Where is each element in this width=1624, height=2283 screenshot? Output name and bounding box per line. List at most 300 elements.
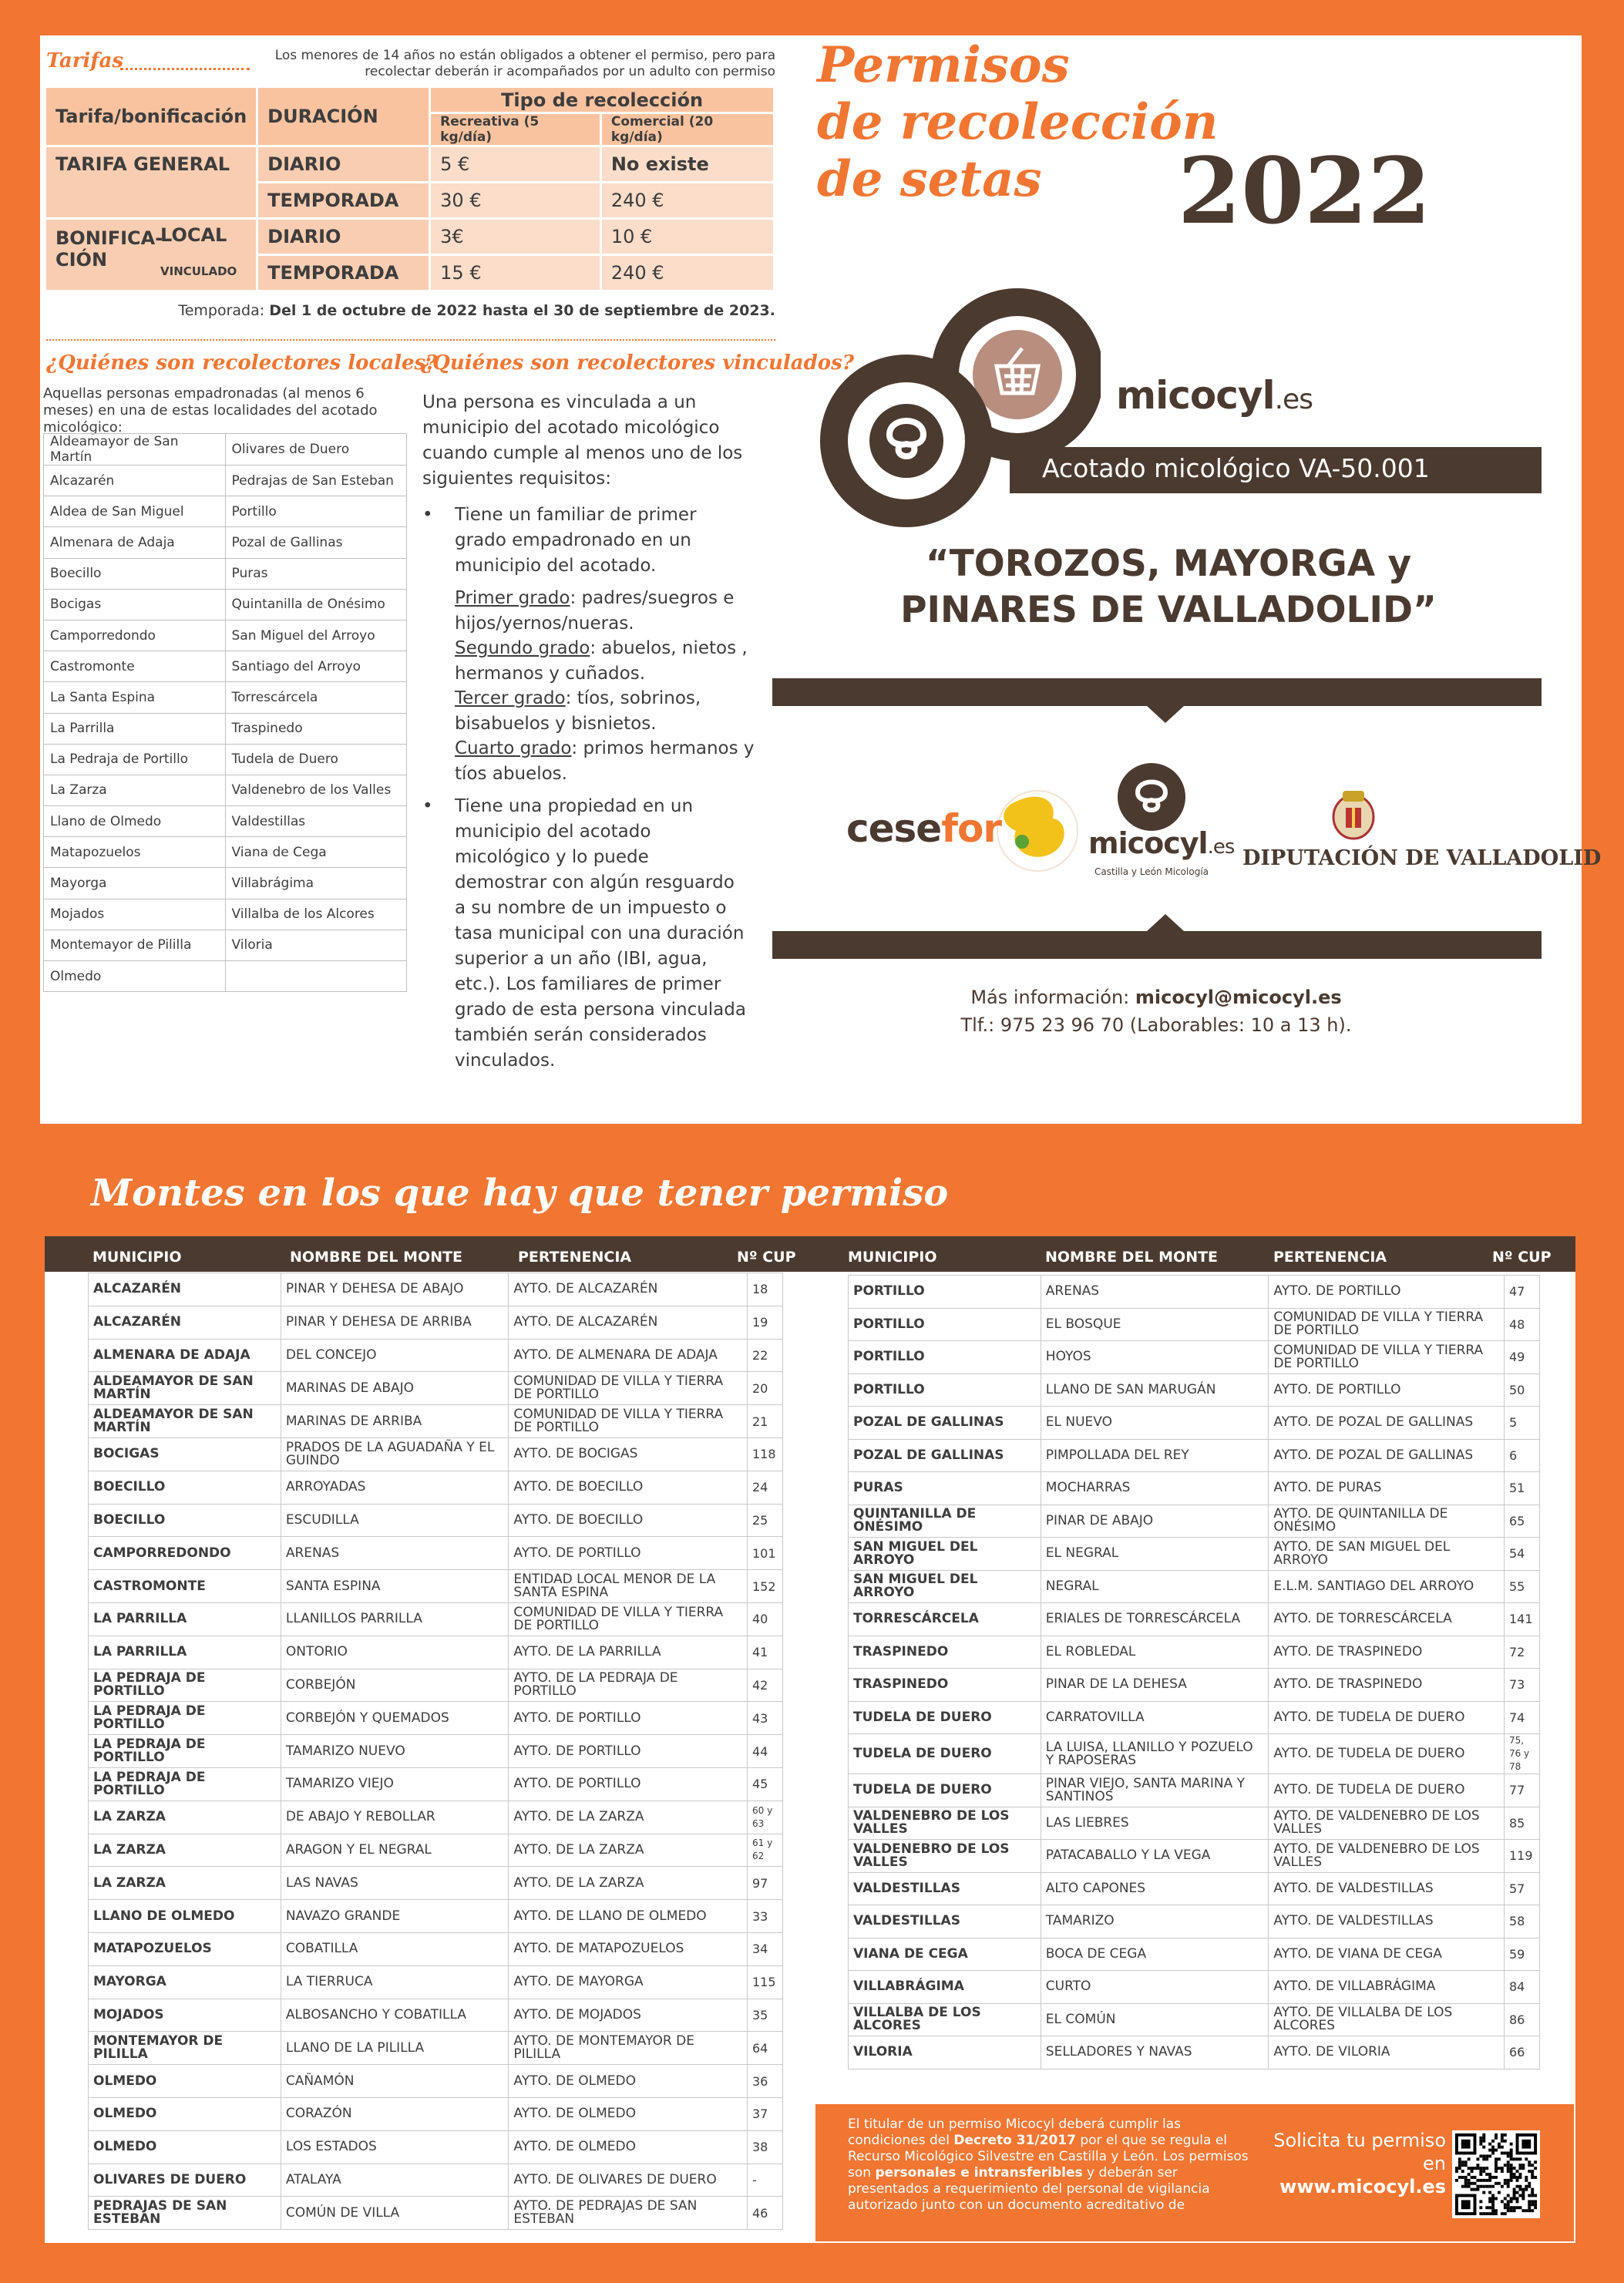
- grado-2: Segundo grado: abuelos, nietos , hermanos y cuñados.: [455, 638, 748, 684]
- monte-cell: CURTO: [1041, 1971, 1269, 2004]
- cup-cell: 22: [747, 1339, 782, 1372]
- monte-cell: ARENAS: [1041, 1276, 1269, 1309]
- table-row: [89, 1932, 783, 1965]
- locales-intro: Aquellas personas empadronadas (al menos 6 meses) en una de estas localidades del acotado micológico:: [43, 385, 378, 435]
- solicita-text: Solicita tu permiso en: [1273, 2130, 1446, 2174]
- cup-cell: 97: [747, 1867, 782, 1900]
- municipio-cell: PORTILLO: [849, 1276, 1041, 1309]
- table-row: [849, 1669, 1540, 1702]
- col-monte-right: NOMBRE DEL MONTE: [1045, 1249, 1219, 1266]
- locality-cell: Camporredondo: [44, 620, 226, 651]
- monte-cell: MARINAS DE ABAJO: [281, 1372, 509, 1405]
- monte-cell: EL NUEVO: [1041, 1407, 1269, 1440]
- municipio-cell: QUINTANILLA DE ONÉSIMO: [849, 1505, 1041, 1538]
- monte-cell: PINAR VIEJO, SANTA MARINA Y SANTINOS: [1041, 1774, 1269, 1807]
- locality-cell: Pozal de Gallinas: [225, 527, 407, 558]
- municipio-cell: OLMEDO: [89, 2097, 281, 2130]
- montes-title: Montes en los que hay que tener permiso: [91, 1172, 949, 1215]
- cup-cell: 42: [747, 1669, 782, 1702]
- table-row: [89, 1999, 783, 2032]
- phone-number: Tlf.: 975 23 96 70 (Laborables: 10 a 13 h).: [960, 1014, 1352, 1036]
- local-com: 10 €: [602, 220, 775, 256]
- cup-cell: 101: [747, 1537, 782, 1570]
- table-row: [849, 1938, 1540, 1971]
- locality-cell: Castromonte: [44, 651, 226, 682]
- monte-cell: COBATILLA: [281, 1932, 509, 1965]
- monte-cell: LAS LIEBRES: [1041, 1807, 1269, 1840]
- cup-cell: 36: [747, 2065, 782, 2098]
- monte-cell: MOCHARRAS: [1041, 1472, 1269, 1505]
- table-row: [44, 466, 407, 496]
- pertenencia-cell: AYTO. DE LA PEDRAJA DE PORTILLO: [509, 1669, 748, 1702]
- municipio-cell: VIANA DE CEGA: [849, 1938, 1041, 1971]
- tarifas-dots: [120, 68, 250, 70]
- municipio-cell: PORTILLO: [849, 1373, 1041, 1407]
- header-tipo: Tipo de recolección: [431, 88, 775, 114]
- monte-cell: DE ABAJO Y REBOLLAR: [281, 1801, 509, 1834]
- cup-cell: 66: [1504, 2036, 1539, 2069]
- table-row: [89, 1669, 783, 1702]
- table-row: [849, 1971, 1540, 2004]
- cesefor-leaf-icon: [997, 791, 1078, 871]
- tariff-table: [46, 88, 775, 292]
- table-row: [44, 713, 407, 744]
- monte-cell: HOYOS: [1041, 1341, 1269, 1374]
- cup-cell: 19: [747, 1306, 782, 1339]
- table-row: [44, 930, 407, 960]
- municipio-cell: LA ZARZA: [89, 1834, 281, 1867]
- local-diario: DIARIO: [258, 220, 431, 256]
- pertenencia-cell: AYTO. DE POZAL DE GALLINAS: [1269, 1407, 1505, 1440]
- table-row: [89, 1801, 783, 1834]
- temporada-value: Del 1 de octubre de 2022 hasta el 30 de septiembre de 2023.: [269, 302, 775, 319]
- locality-cell: Viana de Cega: [225, 837, 407, 868]
- micocyl-small-brand: micocyl.es: [1088, 826, 1235, 860]
- municipio-cell: PORTILLO: [849, 1341, 1041, 1374]
- monte-cell: LLANILLOS PARRILLA: [281, 1602, 509, 1636]
- table-row: [89, 1339, 783, 1372]
- monte-cell: ERIALES DE TORRESCÁRCELA: [1041, 1603, 1269, 1636]
- locality-cell: Tudela de Duero: [225, 744, 407, 775]
- municipio-cell: TUDELA DE DUERO: [849, 1774, 1041, 1807]
- cup-cell: 58: [1504, 1905, 1539, 1938]
- locality-cell: Boecillo: [44, 558, 226, 589]
- locality-cell: Viloria: [225, 930, 407, 960]
- monte-cell: ARAGON Y EL NEGRAL: [281, 1834, 509, 1867]
- cup-cell: 48: [1504, 1308, 1539, 1341]
- municipio-cell: BOECILLO: [89, 1471, 281, 1504]
- municipio-cell: TUDELA DE DUERO: [849, 1701, 1041, 1734]
- table-row: [849, 1472, 1540, 1505]
- cup-cell: 20: [747, 1372, 782, 1405]
- table-row: [89, 1372, 783, 1405]
- monte-cell: NAVAZO GRANDE: [281, 1900, 509, 1933]
- pertenencia-cell: COMUNIDAD DE VILLA Y TIERRA DE PORTILLO: [509, 1602, 748, 1636]
- monte-cell: LA LUISA, LLANILLO Y POZUELO Y RAPOSERAS: [1041, 1734, 1269, 1774]
- table-row: [849, 1636, 1540, 1669]
- municipio-cell: VALDESTILLAS: [849, 1905, 1041, 1938]
- table-row: [89, 1306, 783, 1339]
- cup-cell: 115: [747, 1965, 782, 1999]
- pertenencia-cell: AYTO. DE MATAPOZUELOS: [509, 1932, 748, 1965]
- locality-cell: Traspinedo: [225, 713, 407, 744]
- municipio-cell: LA ZARZA: [89, 1801, 281, 1834]
- locality-cell: Santiago del Arroyo: [225, 651, 407, 682]
- vinculados-bullet-1: • Tiene un familiar de primer grado empadronado en un municipio del acotado.: [422, 503, 746, 579]
- municipio-cell: LA PARRILLA: [89, 1636, 281, 1669]
- municipio-cell: BOCIGAS: [89, 1437, 281, 1471]
- pertenencia-cell: E.L.M. SANTIAGO DEL ARROYO: [1269, 1570, 1505, 1603]
- table-row: [849, 1905, 1540, 1938]
- pertenencia-cell: AYTO. DE PEDRAJAS DE SAN ESTEBAN: [509, 2197, 748, 2230]
- table-row: [44, 558, 407, 589]
- municipio-cell: VALDESTILLAS: [849, 1872, 1041, 1905]
- bonificacion-label: BONIFICA-CIÓN: [55, 227, 163, 271]
- micocyl-small-sub: Castilla y León Micología: [1094, 866, 1209, 877]
- table-row: [89, 1965, 783, 1999]
- municipio-cell: MONTEMAYOR DE PILILLA: [89, 2032, 281, 2065]
- table-row: [849, 1774, 1540, 1807]
- cup-cell: 119: [1504, 1840, 1539, 1873]
- table-row: [849, 1373, 1540, 1407]
- cup-cell: 141: [1504, 1603, 1539, 1636]
- table-row: [89, 1405, 783, 1438]
- municipio-cell: SAN MIGUEL DEL ARROYO: [849, 1538, 1041, 1571]
- qr-code-icon[interactable]: [1452, 2130, 1540, 2218]
- municipio-cell: LLANO DE OLMEDO: [89, 1900, 281, 1933]
- table-row: [89, 1437, 783, 1471]
- table-row: [849, 1341, 1540, 1374]
- table-row: [44, 589, 407, 620]
- municipio-cell: ALDEAMAYOR DE SAN MARTÍN: [89, 1372, 281, 1405]
- table-row: [89, 2197, 783, 2230]
- table-row: [89, 2065, 783, 2098]
- cup-cell: 65: [1504, 1505, 1539, 1538]
- table-row: [44, 434, 407, 466]
- cup-cell: 51: [1504, 1472, 1539, 1505]
- municipio-cell: MAYORGA: [89, 1965, 281, 1999]
- grado-4: Cuarto grado: primos hermanos y tíos abuelos.: [455, 738, 755, 784]
- grado-1: Primer grado: padres/suegros e hijos/yernos/nueras.: [455, 588, 735, 634]
- pertenencia-cell: AYTO. DE VILLALBA DE LOS ALCORES: [1269, 2003, 1505, 2036]
- tarifas-title: Tarifas: [46, 49, 123, 72]
- vinc-rec: 15 €: [431, 256, 602, 292]
- table-row: [89, 1702, 783, 1735]
- vinculado-label: VINCULADO: [160, 264, 237, 278]
- pertenencia-cell: AYTO. DE BOCIGAS: [509, 1437, 748, 1471]
- monte-cell: PINAR Y DEHESA DE ABAJO: [281, 1273, 509, 1306]
- pertenencia-cell: AYTO. DE PORTILLO: [509, 1537, 748, 1570]
- contact-info: [817, 983, 1495, 1039]
- local-rec: 3€: [431, 220, 602, 256]
- monte-cell: PINAR DE ABAJO: [1041, 1505, 1269, 1538]
- municipio-cell: TRASPINEDO: [849, 1669, 1041, 1702]
- header-tarifa: Tarifa/bonificación: [46, 88, 258, 147]
- municipio-cell: LA PEDRAJA DE PORTILLO: [89, 1669, 281, 1702]
- header-comercial: Comercial (20 kg/día): [602, 114, 775, 147]
- table-row: [849, 1308, 1540, 1341]
- divider-arrow: [1147, 706, 1184, 723]
- pertenencia-cell: AYTO. DE SAN MIGUEL DEL ARROYO: [1269, 1538, 1505, 1571]
- pertenencia-cell: AYTO. DE LA ZARZA: [509, 1834, 748, 1867]
- table-row: [89, 1602, 783, 1636]
- monte-cell: SELLADORES Y NAVAS: [1041, 2036, 1269, 2069]
- table-row: [44, 868, 407, 899]
- monte-cell: COMÚN DE VILLA: [281, 2197, 509, 2230]
- monte-cell: CORAZÓN: [281, 2097, 509, 2130]
- pertenencia-cell: COMUNIDAD DE VILLA Y TIERRA DE PORTILLO: [1269, 1308, 1505, 1341]
- locality-cell: Villalba de los Alcores: [225, 899, 407, 930]
- pertenencia-cell: AYTO. DE VIANA DE CEGA: [1269, 1938, 1505, 1971]
- municipio-cell: TORRESCÁRCELA: [849, 1603, 1041, 1636]
- table-row: [44, 837, 407, 868]
- locality-cell: San Miguel del Arroyo: [225, 620, 407, 651]
- pertenencia-cell: AYTO. DE OLMEDO: [509, 2097, 748, 2130]
- municipio-cell: MATAPOZUELOS: [89, 1932, 281, 1965]
- temporada-label: Temporada:: [178, 302, 265, 319]
- municipio-cell: VALDENEBRO DE LOS VALLES: [849, 1840, 1041, 1873]
- municipio-cell: OLMEDO: [89, 2065, 281, 2098]
- cup-cell: 85: [1504, 1807, 1539, 1840]
- pertenencia-cell: AYTO. DE PORTILLO: [509, 1702, 748, 1735]
- table-row: [89, 1570, 783, 1603]
- cup-cell: 21: [747, 1405, 782, 1438]
- pertenencia-cell: AYTO. DE VALDESTILLAS: [1269, 1905, 1505, 1938]
- acotado-text: Acotado micológico VA-50.001: [1042, 453, 1430, 483]
- pertenencia-cell: AYTO. DE OLMEDO: [509, 2065, 748, 2098]
- table-row: [89, 1636, 783, 1669]
- cup-cell: 34: [747, 1932, 782, 1965]
- table-row: [89, 1867, 783, 1900]
- table-row: [44, 682, 407, 713]
- table-row: [89, 1767, 783, 1801]
- cup-cell: 59: [1504, 1938, 1539, 1971]
- table-row: [89, 2164, 783, 2197]
- locality-cell: Mojados: [44, 899, 226, 930]
- website-link[interactable]: www.micocyl.es: [1279, 2176, 1446, 2197]
- decreto-text: El titular de un permiso Micocyl deberá cumplir las condiciones del Decreto 31/2017 por el que se regula el Recurso Micológico Silvestre en Castilla y León. Los permisos son personales e intransferibles y deberán ser presentados a requerimiento del personal de vigilancia autorizado junto con un documento acreditativo de: [848, 2117, 1249, 2213]
- cup-cell: 47: [1504, 1276, 1539, 1309]
- vinculados-bullet-2: • Tiene una propiedad en un municipio del acotado micológico y lo puede demostrar con algún resguardo a su nombre de un impuesto o tasa municipal con una duración superior a un año (IBI, agua, etc.). Los familiares de primer grado de esta persona vinculada también serán considerados vinculados.: [422, 794, 746, 1074]
- general-temporada-rec: 30 €: [431, 183, 602, 220]
- cup-cell: 41: [747, 1636, 782, 1669]
- pertenencia-cell: AYTO. DE MOJADOS: [509, 1999, 748, 2032]
- pertenencia-cell: AYTO. DE BOECILLO: [509, 1471, 748, 1504]
- locality-cell: Aldeamayor de San Martín: [44, 434, 226, 466]
- table-row: [44, 775, 407, 805]
- monte-cell: ARROYADAS: [281, 1471, 509, 1504]
- table-row: [89, 1273, 783, 1306]
- monte-cell: PINAR DE LA DEHESA: [1041, 1669, 1269, 1702]
- municipio-cell: LA ZARZA: [89, 1867, 281, 1900]
- municipio-cell: BOECILLO: [89, 1504, 281, 1537]
- cup-cell: 72: [1504, 1636, 1539, 1669]
- table-row: [849, 1439, 1540, 1472]
- monte-cell: CORBEJÓN: [281, 1669, 509, 1702]
- table-row: [44, 899, 407, 930]
- pertenencia-cell: AYTO. DE LA ZARZA: [509, 1801, 748, 1834]
- monte-cell: LLANO DE LA PILILLA: [281, 2032, 509, 2065]
- monte-cell: EL COMÚN: [1041, 2003, 1269, 2036]
- municipio-cell: ALCAZARÉN: [89, 1306, 281, 1339]
- montes-table-right: [848, 1275, 1540, 2069]
- pertenencia-cell: AYTO. DE OLMEDO: [509, 2130, 748, 2164]
- pertenencia-cell: AYTO. DE LLANO DE OLMEDO: [509, 1900, 748, 1933]
- monte-cell: LLANO DE SAN MARUGÁN: [1041, 1373, 1269, 1407]
- email-link[interactable]: micocyl@micocyl.es: [1135, 987, 1342, 1008]
- grados-list: [455, 586, 763, 786]
- monte-cell: EL ROBLEDAL: [1041, 1636, 1269, 1669]
- cup-cell: 84: [1504, 1971, 1539, 2004]
- cup-cell: 45: [747, 1767, 782, 1801]
- cup-cell: 25: [747, 1504, 782, 1537]
- monte-cell: ATALAYA: [281, 2164, 509, 2197]
- monte-cell: PINAR Y DEHESA DE ARRIBA: [281, 1306, 509, 1339]
- locality-cell: La Santa Espina: [44, 682, 226, 713]
- locality-cell: Llano de Olmedo: [44, 806, 226, 837]
- monte-cell: TAMARIZO NUEVO: [281, 1735, 509, 1768]
- municipio-cell: POZAL DE GALLINAS: [849, 1407, 1041, 1440]
- locality-cell: Valdenebro de los Valles: [225, 775, 407, 805]
- pertenencia-cell: AYTO. DE QUINTANILLA DE ONÉSIMO: [1269, 1505, 1505, 1538]
- municipio-cell: SAN MIGUEL DEL ARROYO: [849, 1570, 1041, 1603]
- monte-cell: ONTORIO: [281, 1636, 509, 1669]
- municipio-cell: PURAS: [849, 1472, 1041, 1505]
- divider-band: [772, 678, 1542, 706]
- general-diario-com: No existe: [602, 147, 775, 183]
- cup-cell: 40: [747, 1602, 782, 1636]
- municipio-cell: LA PEDRAJA DE PORTILLO: [89, 1767, 281, 1801]
- pertenencia-cell: AYTO. DE ALCAZARÉN: [509, 1306, 748, 1339]
- monte-cell: TAMARIZO VIEJO: [281, 1767, 509, 1801]
- locality-cell: Almenara de Adaja: [44, 527, 226, 558]
- pertenencia-cell: AYTO. DE ALMENARA DE ADAJA: [509, 1339, 748, 1372]
- brand-name: micocyl.es: [1116, 373, 1313, 418]
- table-row: [849, 1276, 1540, 1309]
- table-row: [849, 2036, 1540, 2069]
- municipio-cell: ALMENARA DE ADAJA: [89, 1339, 281, 1372]
- municipio-cell: LA PARRILLA: [89, 1602, 281, 1636]
- municipio-cell: LA PEDRAJA DE PORTILLO: [89, 1702, 281, 1735]
- title-line-3: de setas: [817, 150, 1042, 208]
- locality-cell: Aldea de San Miguel: [44, 496, 226, 527]
- permisos-title: [817, 37, 1218, 208]
- locality-cell: Puras: [225, 558, 407, 589]
- diputacion-crest-icon: [1329, 788, 1378, 842]
- municipio-cell: TRASPINEDO: [849, 1636, 1041, 1669]
- place-line-1: “TOROZOS, MAYORGA y: [925, 543, 1412, 585]
- pertenencia-cell: AYTO. DE VILORIA: [1269, 2036, 1505, 2069]
- table-row: [89, 2032, 783, 2065]
- monte-cell: PATACABALLO Y LA VEGA: [1041, 1840, 1269, 1873]
- cup-cell: 57: [1504, 1872, 1539, 1905]
- pertenencia-cell: AYTO. DE MONTEMAYOR DE PILILLA: [509, 2032, 748, 2065]
- pertenencia-cell: AYTO. DE PORTILLO: [1269, 1276, 1505, 1309]
- table-row: [44, 961, 407, 992]
- pertenencia-cell: AYTO. DE PORTILLO: [509, 1767, 748, 1801]
- locality-cell: [225, 961, 407, 992]
- pertenencia-cell: AYTO. DE LA PARRILLA: [509, 1636, 748, 1669]
- pertenencia-cell: COMUNIDAD DE VILLA Y TIERRA DE PORTILLO: [1269, 1341, 1505, 1374]
- table-row: [89, 1834, 783, 1867]
- pertenencia-cell: COMUNIDAD DE VILLA Y TIERRA DE PORTILLO: [509, 1405, 748, 1438]
- cup-cell: 55: [1504, 1570, 1539, 1603]
- monte-cell: PRADOS DE LA AGUADAÑA Y EL GUINDO: [281, 1437, 509, 1471]
- cup-cell: 49: [1504, 1341, 1539, 1374]
- locality-cell: Olmedo: [44, 961, 226, 992]
- monte-cell: ESCUDILLA: [281, 1504, 509, 1537]
- monte-cell: EL BOSQUE: [1041, 1308, 1269, 1341]
- locality-cell: La Parrilla: [44, 713, 226, 744]
- table-row: [849, 1505, 1540, 1538]
- cup-cell: 86: [1504, 2003, 1539, 2036]
- table-row: [849, 1570, 1540, 1603]
- municipio-cell: LA PEDRAJA DE PORTILLO: [89, 1735, 281, 1768]
- locality-cell: Alcazarén: [44, 466, 226, 496]
- municipio-cell: PORTILLO: [849, 1308, 1041, 1341]
- table-row: [44, 744, 407, 775]
- monte-cell: TAMARIZO: [1041, 1905, 1269, 1938]
- municipio-cell: VILORIA: [849, 2036, 1041, 2069]
- divider-band: [772, 931, 1542, 959]
- general-temporada-com: 240 €: [602, 183, 775, 220]
- locales-table: [43, 433, 407, 992]
- locality-cell: Mayorga: [44, 868, 226, 899]
- locality-cell: Matapozuelos: [44, 837, 226, 868]
- pertenencia-cell: AYTO. DE TUDELA DE DUERO: [1269, 1774, 1505, 1807]
- cup-cell: 50: [1504, 1373, 1539, 1407]
- municipio-cell: VALDENEBRO DE LOS VALLES: [849, 1807, 1041, 1840]
- col-pertenencia-left: PERTENENCIA: [518, 1249, 632, 1266]
- municipio-cell: PEDRAJAS DE SAN ESTEBAN: [89, 2197, 281, 2230]
- pertenencia-cell: AYTO. DE BOECILLO: [509, 1504, 748, 1537]
- monte-cell: DEL CONCEJO: [281, 1339, 509, 1372]
- table-row: [849, 1701, 1540, 1734]
- cup-cell: 60 y 63: [747, 1801, 782, 1834]
- table-row: [849, 2003, 1540, 2036]
- locality-cell: La Pedraja de Portillo: [44, 744, 226, 775]
- monte-cell: SANTA ESPINA: [281, 1570, 509, 1603]
- monte-cell: LOS ESTADOS: [281, 2130, 509, 2164]
- table-row: [89, 1735, 783, 1768]
- cup-cell: -: [747, 2164, 782, 2197]
- cup-cell: 37: [747, 2097, 782, 2130]
- municipio-cell: VILLALBA DE LOS ALCORES: [849, 2003, 1041, 2036]
- monte-cell: LA TIERRUCA: [281, 1965, 509, 1999]
- table-row: [849, 1407, 1540, 1440]
- table-row: [89, 1471, 783, 1504]
- cup-cell: 64: [747, 2032, 782, 2065]
- municipio-cell: ALCAZARÉN: [89, 1273, 281, 1306]
- monte-cell: ALTO CAPONES: [1041, 1872, 1269, 1905]
- municipio-cell: VILLABRÁGIMA: [849, 1971, 1041, 2004]
- solicita-block: [1249, 2129, 1446, 2198]
- grado-3: Tercer grado: tíos, sobrinos, bisabuelos y bisnietos.: [455, 688, 701, 734]
- vinculados-intro: Una persona es vinculada a un municipio del acotado micológico cuando cumple al menos uno de los siguientes requisitos:: [422, 392, 743, 489]
- cup-cell: 38: [747, 2130, 782, 2164]
- municipio-cell: OLIVARES DE DUERO: [89, 2164, 281, 2197]
- cesefor-text: cesefor: [846, 806, 1001, 851]
- montes-table-left: [88, 1273, 783, 2230]
- pertenencia-cell: AYTO. DE POZAL DE GALLINAS: [1269, 1439, 1505, 1472]
- col-cup-right: Nº CUP: [1492, 1249, 1552, 1266]
- cup-cell: 18: [747, 1273, 782, 1306]
- table-row: [849, 1807, 1540, 1840]
- cup-cell: 24: [747, 1471, 782, 1504]
- pertenencia-cell: AYTO. DE VALDESTILLAS: [1269, 1872, 1505, 1905]
- vinc-com: 240 €: [602, 256, 775, 292]
- locality-cell: Torrescárcela: [225, 682, 407, 713]
